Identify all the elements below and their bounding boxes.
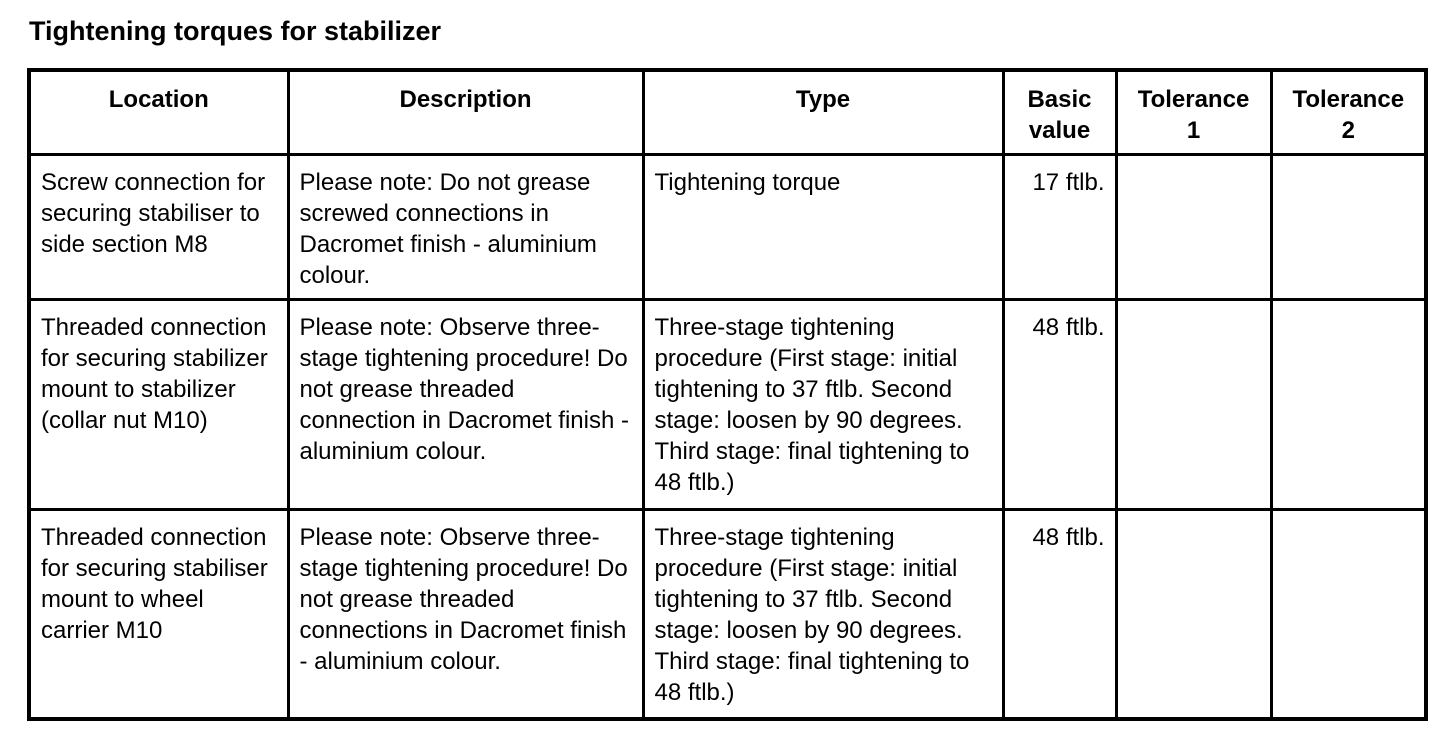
cell-tolerance-2 xyxy=(1271,509,1426,719)
cell-tolerance-2 xyxy=(1271,154,1426,299)
cell-type: Tightening torque xyxy=(643,154,1003,299)
cell-tolerance-2 xyxy=(1271,299,1426,509)
cell-location: Threaded connection for securing stabilizer mount to stabilizer (collar nut M10) xyxy=(29,299,288,509)
cell-location: Screw connection for securing stabiliser to side section M8 xyxy=(29,154,288,299)
document-title: Tightening torques for stabilizer xyxy=(29,16,442,46)
header-location: Location xyxy=(29,70,288,154)
cell-description: Please note: Observe three-stage tightening procedure! Do not grease threaded connections in Dacromet finish - aluminium colour. xyxy=(288,509,643,719)
header-type: Type xyxy=(643,70,1003,154)
header-basic-value: Basic value xyxy=(1003,70,1116,154)
table-row xyxy=(29,154,1426,299)
cell-tolerance-1 xyxy=(1116,154,1271,299)
cell-tolerance-1 xyxy=(1116,509,1271,719)
header-tolerance-2: Tolerance 2 xyxy=(1271,70,1426,154)
table-row xyxy=(29,509,1426,719)
cell-tolerance-1 xyxy=(1116,299,1271,509)
table-header-row xyxy=(29,70,1426,154)
header-tolerance-1: Tolerance 1 xyxy=(1116,70,1271,154)
torque-table xyxy=(27,68,1428,721)
cell-type: Three-stage tightening procedure (First stage: initial tightening to 37 ftlb. Second stage: loosen by 90 degrees. Third stage: final tightening to 48 ftlb.) xyxy=(643,509,1003,719)
cell-description: Please note: Observe three-stage tightening procedure! Do not grease threaded connection in Dacromet finish - aluminium colour. xyxy=(288,299,643,509)
header-description: Description xyxy=(288,70,643,154)
table-row xyxy=(29,299,1426,509)
cell-basic-value: 17 ftlb. xyxy=(1003,154,1116,299)
cell-basic-value: 48 ftlb. xyxy=(1003,299,1116,509)
cell-basic-value: 48 ftlb. xyxy=(1003,509,1116,719)
cell-description: Please note: Do not grease screwed connections in Dacromet finish - aluminium colour. xyxy=(288,154,643,299)
cell-location: Threaded connection for securing stabiliser mount to wheel carrier M10 xyxy=(29,509,288,719)
cell-type: Three-stage tightening procedure (First stage: initial tightening to 37 ftlb. Second stage: loosen by 90 degrees. Third stage: final tightening to 48 ftlb.) xyxy=(643,299,1003,509)
